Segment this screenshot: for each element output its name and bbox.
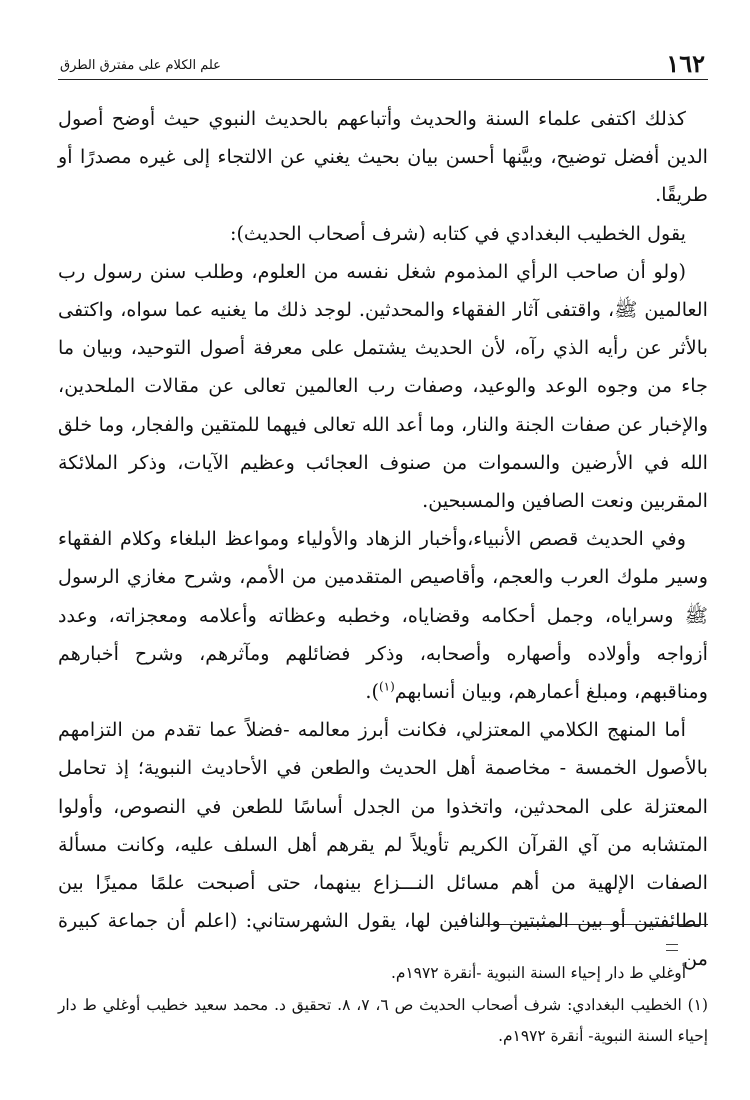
header-rule: [58, 79, 708, 80]
running-header: [60, 48, 705, 76]
paragraph-1: كذلك اكتفى علماء السنة والحديث وأتباعهم بالحديث النبوي حيث أوضح أصول الدين أفضل توضيح، وبيَّنها أحسن بيان بحيث يغني عن الالتجاء إلى غيره مصدرًا أو طريقًا.: [58, 107, 708, 207]
footnote-reference: (١): [378, 679, 395, 694]
page-number: ١٦٢: [666, 49, 705, 78]
paragraph-5: أما المنهج الكلامي المعتزلي، فكانت أبرز معالمه -فضلاً عما تقدم من التزامهم بالأصول الخمسة - مخاصمة أهل الحديث والطعن في الأحاديث النبوية؛ إذ تحامل المعتزلة على المحدثين، واتخذوا من الجدل أساسًا للطعن في النصوص، وأولوا المتشابه من آي القرآن الكريم تأويلاً لم يقرهم أهل السلف عليه، وكانت مسألة الصفات الإلهية من أهم مسائل النـــزاع بينهما، حتى أصبحت علمًا مميزًا بين الطائفتين أو بين المثبتين والنافين لها، يقول الشهرستاني: (اعلم أن جماعة كبيرة من: [58, 718, 708, 971]
paragraph-4: [58, 520, 708, 711]
running-header-title: علم الكلام على مفترق الطرق: [60, 58, 221, 73]
continuation-mark: [666, 944, 678, 951]
footnote-rule: [480, 924, 708, 925]
paragraph-2: يقول الخطيب البغدادي في كتابه (شرف أصحاب الحديث):: [229, 221, 686, 245]
paragraph-quote: (ولو أن صاحب الرأي المذموم شغل نفسه من العلوم، وطلب سنن رسول رب العالمين ﷺ، واقتفى آثار الفقهاء والمحدثين. لوجد ذلك ما يغنيه عما سواه، واكتفى بالأثر عن رأيه الذي رآه، لأن الحديث يشتمل على معرفة أصول التوحيد، وبيان ما جاء من وجوه الوعد والوعيد، وصفات رب العالمين تعالى عن مقالات الملحدين، والإخبار عن صفات الجنة والنار، وما أعد الله تعالى فيهما للمتقين والفجار، وما خلق الله في الأرضين والسموات من صنوف العجائب وعظيم الآيات، وذكر الملائكة المقربين ونعت الصافين والمسبحين.: [58, 259, 708, 513]
body-text: [58, 100, 708, 979]
paragraph-4-text: وفي الحديث قصص الأنبياء،وأخبار الزهاد والأولياء ومواعظ البلغاء وكلام الفقهاء وسير ملوك العرب والعجم، وأقاصيص المتقدمين من الأمم، وشرح مغازي الرسول ﷺ وسراياه، وجمل أحكامه وقضاياه، وخطبه وعظاته وأعلامه ومعجزاته، وعدد أزواجه وأولاده وأصهاره وأصحابه، وذكر فضائلهم ومآثرهم، وشرح أخبارهم ومناقبهم، ومبلغ أعمارهم، وبيان أنسابهم: [58, 527, 708, 704]
footnote-continuation: أوغلي ط دار إحياء السنة النبوية -أنقرة ١٩٧٢م.: [390, 964, 686, 982]
closing-paren: ).: [365, 680, 379, 704]
footnotes: [58, 958, 708, 1053]
footnote-1: (١) الخطيب البغدادي: شرف أصحاب الحديث ص ٦، ٧، ٨. تحقيق د. محمد سعيد خطيب أوغلي ط دار إحياء السنة النبوية- أنقرة ١٩٧٢م.: [58, 995, 708, 1045]
